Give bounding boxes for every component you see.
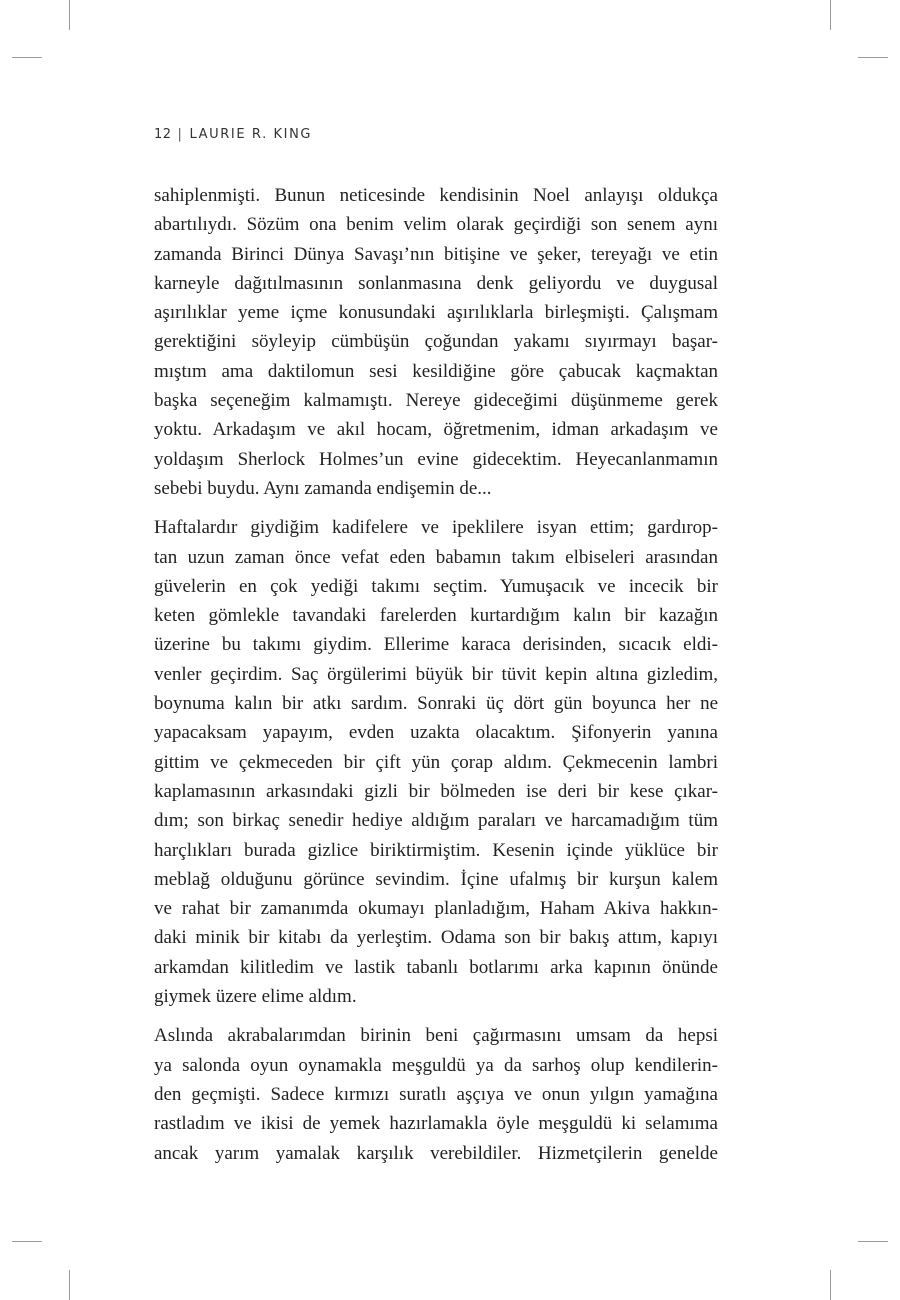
crop-mark-top-left	[69, 0, 70, 30]
text-line: ya salonda oyun oynamakla meşguldü ya da sarhoş olup kendilerin-	[154, 1054, 718, 1076]
text-line: ve rahat bir zamanımda okumayı planladığım, Haham Akiva hakkın-	[154, 898, 718, 920]
text-line: mıştım ama daktilomun sesi kesildiğine göre çabucak kaçmaktan	[154, 360, 718, 382]
text-line: yoktu. Arkadaşım ve akıl hocam, öğretmenim, idman arkadaşım ve	[154, 419, 718, 441]
text-line: yapacaksam yapayım, evden uzakta olacaktım. Şifonyerin yanına	[154, 722, 718, 744]
body-text	[154, 181, 718, 1178]
crop-mark-left-top	[12, 57, 42, 58]
running-head	[154, 127, 312, 142]
crop-mark-right-bottom	[858, 1241, 888, 1242]
text-line: üzerine bu takımı giydim. Ellerime karaca derisinden, sıcacık eldi-	[154, 634, 718, 656]
text-line: den geçmişti. Sadece kırmızı suratlı aşçıya ve onun yılgın yamağına	[154, 1083, 718, 1105]
crop-mark-top-right	[830, 0, 831, 30]
paragraph	[154, 1021, 718, 1167]
text-line: abartılıydı. Sözüm ona benim velim olarak geçirdiği son senem aynı	[154, 214, 718, 236]
text-line: gerektiğini söyleyip cümbüşün çoğundan yakamı sıyırmayı başar-	[154, 331, 718, 353]
text-line: keten gömlekle tavandaki farelerden kurtardığım kalın bir kazağın	[154, 605, 718, 627]
text-line: sahiplenmişti. Bunun neticesinde kendisinin Noel anlayışı oldukça	[154, 185, 718, 206]
text-line: zamanda Birinci Dünya Savaşı’nın bitişine ve şeker, tereyağı ve etin	[154, 243, 718, 265]
crop-mark-right-top	[858, 57, 888, 58]
text-line: karneyle dağıtılmasının sonlanmasına denk geliyordu ve duygusal	[154, 272, 718, 294]
crop-mark-left-bottom	[12, 1241, 42, 1242]
text-line: güvelerin en çok yediği takımı seçtim. Yumuşacık ve incecik bir	[154, 575, 718, 597]
text-line: gittim ve çekmeceden bir çift yün çorap aldım. Çekmecenin lambri	[154, 751, 718, 773]
text-line: rastladım ve ikisi de yemek hazırlamakla öyle meşguldü ki selamıma	[154, 1113, 718, 1135]
paragraph	[154, 513, 718, 1011]
crop-mark-bottom-left	[69, 1270, 70, 1300]
text-line: yoldaşım Sherlock Holmes’un evine gidecektim. Heyecanlanmamın	[154, 448, 718, 470]
text-line: Aslında akrabalarımdan birinin beni çağırmasını umsam da hepsi	[154, 1025, 718, 1047]
text-line: daki minik bir kitabı da yerleştim. Odama son bir bakış attım, kapıyı	[154, 927, 718, 949]
text-line: arkamdan kilitledim ve lastik tabanlı botlarımı arka kapının önünde	[154, 956, 718, 978]
page-number: 12	[154, 127, 172, 142]
header-separator: |	[177, 127, 184, 142]
text-line: kaplamasının arkasındaki gizli bir bölmeden ise deri bir kese çıkar-	[154, 780, 718, 802]
text-line: dım; son birkaç senedir hediye aldığım paraları ve harcamadığım tüm	[154, 810, 718, 832]
author-name: LAURIE R. KING	[189, 127, 313, 142]
text-line: aşırılıklar yeme içme konusundaki aşırılıklarla birleşmişti. Çalışmam	[154, 302, 718, 324]
text-line: giymek üzere elime aldım.	[154, 986, 357, 1008]
text-line: meblağ olduğunu görünce sevindim. İçine ufalmış bir kurşun kalem	[154, 868, 718, 890]
text-line: başka seçeneğim kalmamıştı. Nereye gideceğimi düşünmeme gerek	[154, 390, 718, 412]
text-line: harçlıkları burada gizlice biriktirmiştim. Kesenin içinde yüklüce bir	[154, 839, 718, 861]
text-line: boynuma kalın bir atkı sardım. Sonraki üç dört gün boyunca her ne	[154, 693, 718, 715]
paragraph	[154, 181, 718, 503]
crop-mark-bottom-right	[830, 1270, 831, 1300]
text-line: sebebi buydu. Aynı zamanda endişemin de...	[154, 477, 492, 499]
text-line: tan uzun zaman önce vefat eden babamın takım elbiseleri arasından	[154, 546, 718, 568]
text-line: Haftalardır giydiğim kadifelere ve ipeklilere isyan ettim; gardırop-	[154, 517, 718, 539]
text-line: ancak yarım yamalak karşılık verebildiler. Hizmetçilerin genelde	[154, 1142, 718, 1164]
text-line: venler geçirdim. Saç örgülerimi büyük bir tüvit kepin altına gizledim,	[154, 663, 718, 685]
